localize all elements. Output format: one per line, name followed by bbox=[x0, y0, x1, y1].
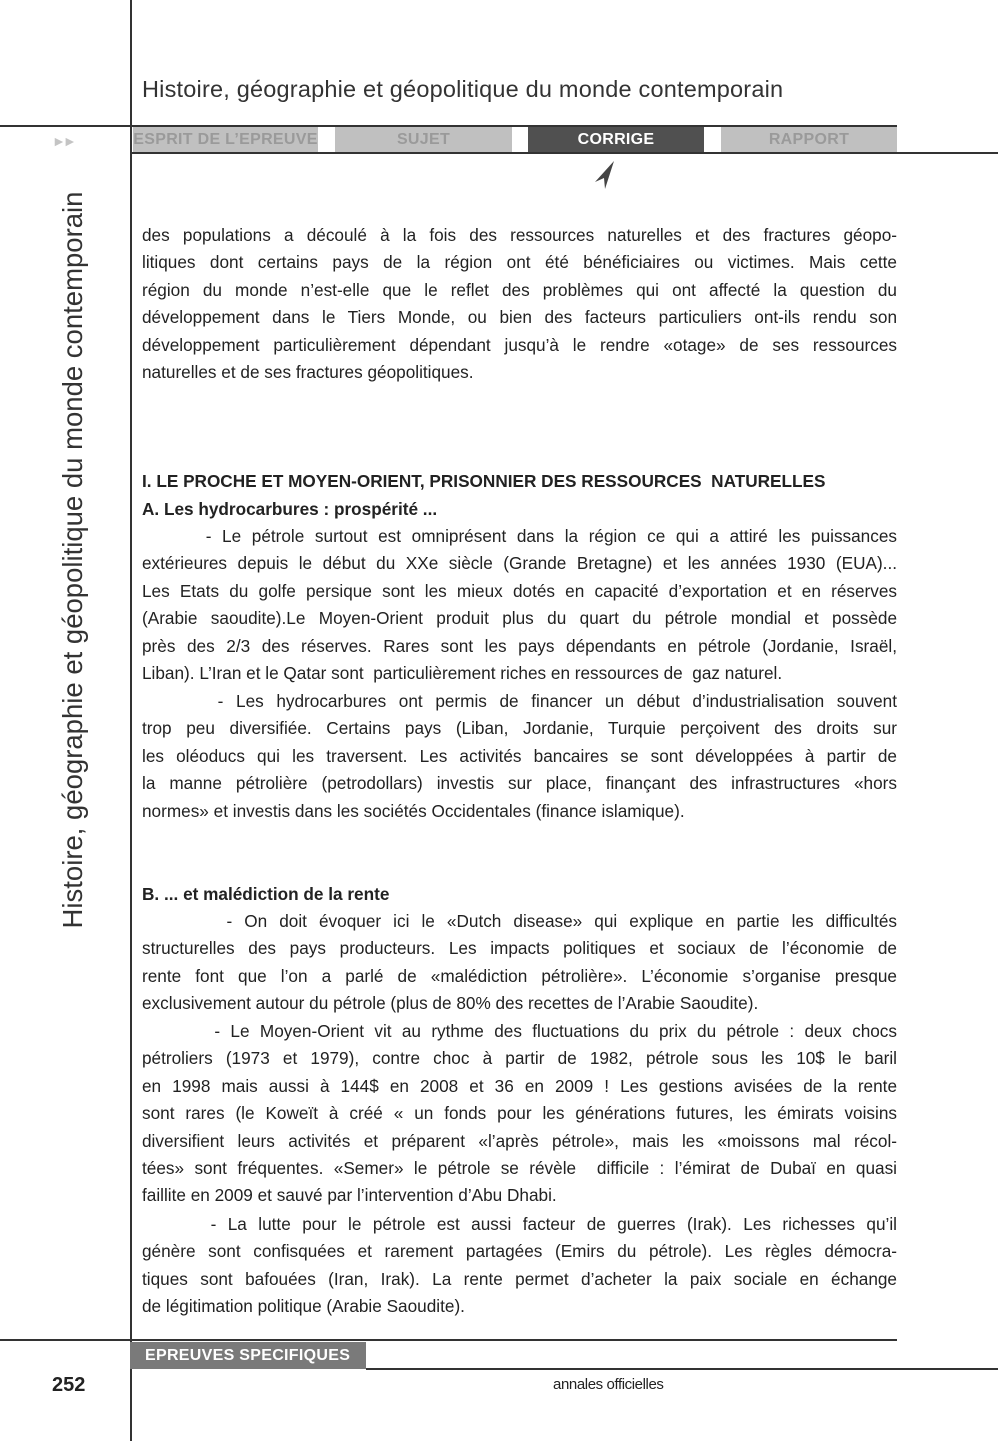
divider bbox=[130, 152, 998, 154]
section-label: EPREUVES SPECIFIQUES bbox=[130, 1342, 366, 1369]
paragraph-line: des populations a découlé à la fois des ressources naturelles et des fractures géopo- bbox=[142, 225, 897, 245]
double-arrow-icon: ►► bbox=[52, 133, 74, 149]
section-heading: I. LE PROCHE ET MOYEN-ORIENT, PRISONNIER DES RESSOURCES NATURELLES bbox=[142, 471, 826, 491]
paragraph-line: les oléoducs qui les traversent. Les activités bancaires se sont développées à partir de bbox=[142, 745, 897, 766]
paragraph-line: région du monde n’est-elle que le reflet des problèmes qui ont affecté la question du bbox=[142, 279, 897, 300]
paragraph-line: - On doit évoquer ici le «Dutch disease» qui explique en partie les difficultés bbox=[142, 911, 897, 931]
paragraph-line: - Le pétrole surtout est omniprésent dans la région ce qui a attiré les puissances bbox=[142, 526, 897, 546]
divider bbox=[366, 1368, 998, 1370]
paragraph-line: rente font que l’on a parlé de «malédiction pétrolière». L’économie s’organise presque bbox=[142, 965, 897, 986]
paragraph-line: en 1998 mais aussi à 144$ en 2008 et 36 en 2009 ! Les gestions avisées de la rente bbox=[142, 1075, 897, 1096]
side-title: Histoire, géographie et géopolitique du monde contemporain bbox=[57, 191, 88, 929]
paragraph-line: génère sont confisquées et rarement partagées (Emirs du pétrole). Les règles démocra- bbox=[142, 1241, 897, 1262]
divider bbox=[0, 1339, 897, 1341]
section-heading: B. ... et malédiction de la rente bbox=[142, 884, 390, 904]
pointer-arrow-icon bbox=[594, 160, 618, 190]
paragraph-line: développement dans le Tiers Monde, ou bien des facteurs particuliers ont-ils rendu son bbox=[142, 307, 897, 328]
paragraph-line: Les Etats du golfe persique sont les mieux dotés en capacité d’exportation et en réserves bbox=[142, 580, 897, 601]
paragraph-line: normes» et investis dans les sociétés Occidentales (finance islamique). bbox=[142, 800, 685, 821]
paragraph-line: de légitimation politique (Arabie Saoudite). bbox=[142, 1296, 465, 1317]
paragraph-line: (Arabie saoudite).Le Moyen-Orient produit plus du quart du pétrole mondial et possède bbox=[142, 608, 897, 629]
tab-sujet[interactable]: SUJET bbox=[335, 127, 512, 152]
paragraph-line: diversifient leurs activités et préparent «l’après pétrole», mais les «moissons mal récol- bbox=[142, 1130, 897, 1151]
paragraph-line: exclusivement autour du pétrole (plus de 80% des recettes de l’Arabie Saoudite). bbox=[142, 993, 759, 1014]
paragraph-line: - Le Moyen-Orient vit au rythme des fluctuations du prix du pétrole : deux chocs bbox=[142, 1021, 897, 1041]
paragraph-line: tées» sont fréquentes. «Semer» le pétrole se révèle difficile : l’émirat de Dubaï en quasi bbox=[142, 1158, 897, 1178]
page-title: Histoire, géographie et géopolitique du monde contemporain bbox=[142, 76, 784, 102]
paragraph-line: - Les hydrocarbures ont permis de financer un début d’industrialisation souvent bbox=[142, 691, 897, 711]
paragraph-line: sont rares (le Koweït à créé « un fonds pour les générations futures, les émirats voisins bbox=[142, 1103, 897, 1124]
paragraph-line: faillite en 2009 et sauvé par l’intervention d’Abu Dhabi. bbox=[142, 1185, 557, 1206]
paragraph-line: pétroliers (1973 et 1979), contre choc à partir de 1982, pétrole sous les 10$ le baril bbox=[142, 1048, 897, 1069]
publication-name: annales officielles bbox=[553, 1376, 664, 1393]
paragraph-line: tiques sont bafouées (Iran, Irak). La rente permet d’acheter la paix sociale en échange bbox=[142, 1268, 897, 1289]
paragraph-line: structurelles des pays producteurs. Les impacts politiques et sociaux de l’économie de bbox=[142, 938, 897, 959]
tab-corrige[interactable]: CORRIGE bbox=[528, 127, 704, 152]
paragraph-line: trop peu diversifiée. Certains pays (Liban, Jordanie, Turquie perçoivent des droits sur bbox=[142, 718, 897, 739]
paragraph-line: développement particulièrement dépendant jusqu’à le rendre «otage» de ses ressources bbox=[142, 334, 897, 355]
paragraph-line: - La lutte pour le pétrole est aussi facteur de guerres (Irak). Les richesses qu’il bbox=[142, 1214, 897, 1234]
section-heading: A. Les hydrocarbures : prospérité ... bbox=[142, 499, 438, 519]
paragraph-line: litiques dont certains pays de la région ont été bénéficiaires ou victimes. Mais cette bbox=[142, 252, 897, 273]
page-number: 252 bbox=[52, 1374, 86, 1396]
tab-rapport[interactable]: RAPPORT bbox=[721, 127, 897, 152]
paragraph-line: près des 2/3 des réserves. Rares sont les pays dépendants en pétrole (Jordanie, Israël, bbox=[142, 635, 897, 656]
tab-esprit-epreuve[interactable]: ESPRIT DE L’EPREUVE bbox=[133, 127, 318, 152]
paragraph-line: la manne pétrolière (petrodollars) investis sur place, finançant des infrastructures «hors bbox=[142, 773, 897, 794]
divider bbox=[0, 125, 130, 127]
paragraph-line: naturelles et de ses fractures géopolitiques. bbox=[142, 362, 474, 382]
paragraph-line: extérieures depuis le début du XXe siècle (Grande Bretagne) et les années 1930 (EUA)... bbox=[142, 553, 897, 574]
paragraph-line: Liban). L’Iran et le Qatar sont particulièrement riches en ressources de gaz naturel. bbox=[142, 663, 783, 683]
margin-rule bbox=[130, 0, 132, 1441]
